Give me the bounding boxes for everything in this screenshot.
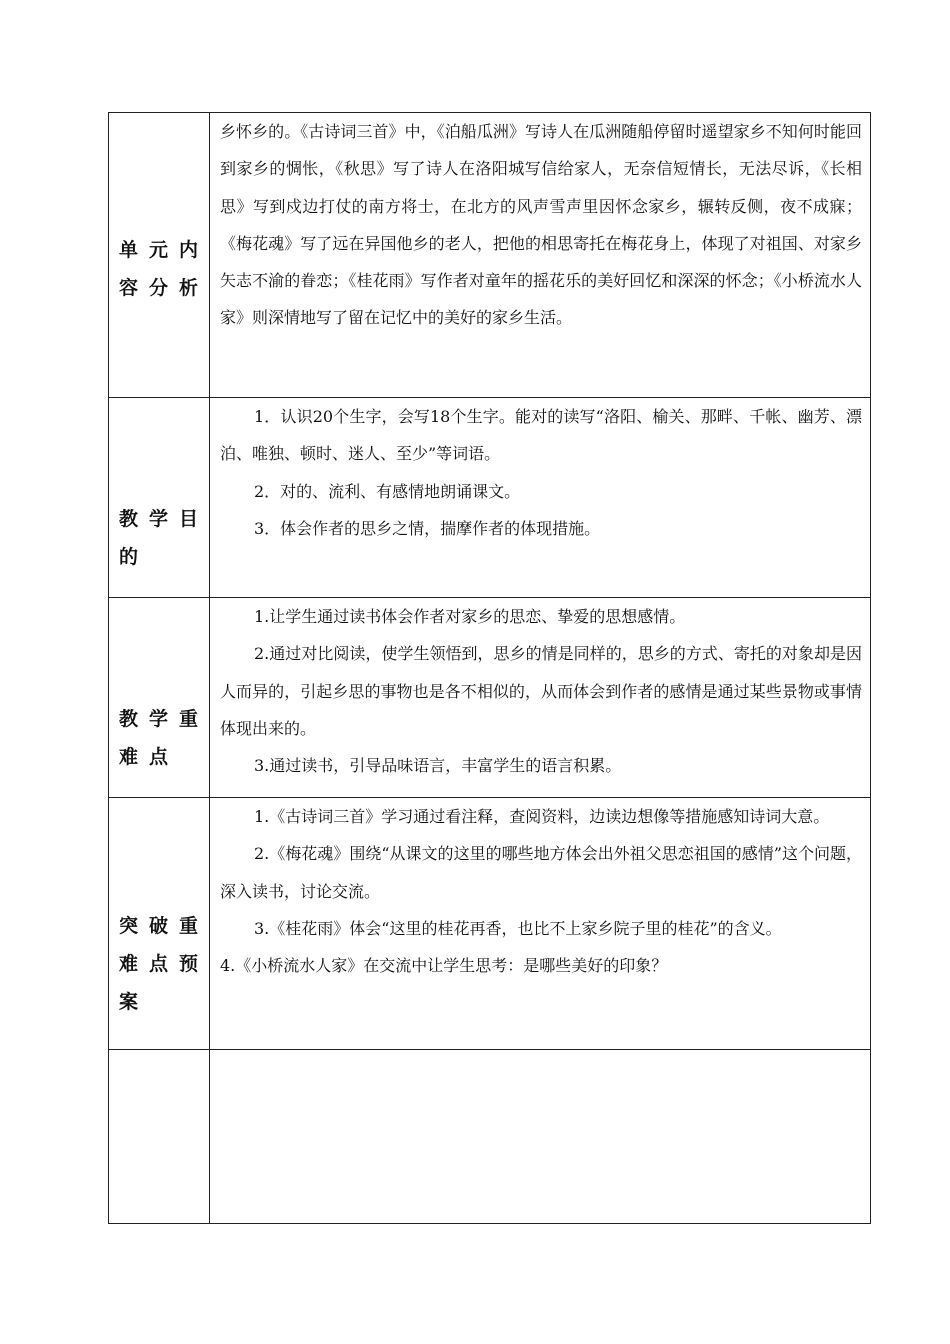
unit-analysis-paragraph: 乡怀乡的。《古诗词三首》中，《泊船瓜洲》写诗人在瓜洲随船停留时遥望家乡不知何时能回到家乡的惆怅，《秋思》写了诗人在洛阳城写信给家人，无奈信短情长，无法尽诉，《长相思》写到戍边打仗的南方将士，在北方的风声雪声里因怀念家乡，辗转反侧，夜不成寐；《梅花魂》写了远在异国他乡的老人，把他的相思寄托在梅花身上，体现了对祖国、对家乡矢志不渝的眷恋；《桂花雨》写作者对童年的摇花乐的美好回忆和深深的怀念；《小桥流水人家》则深情地写了留在记忆中的美好的家乡生活。 [220,122,862,328]
row-content-empty [210,1050,871,1224]
teaching-goal-1: 1．认识20个生字，会写18个生字。能对的读写“洛阳、榆关、那畔、千帐、幽芳、漂泊、唯独、顿时、迷人、至少”等词语。 [220,407,862,464]
breakthrough-step-3: 3.《桂花雨》体会“这里的桂花再香，也比不上家乡院子里的桂花”的含义。 [254,918,782,938]
row-label-unit-analysis: 单元内容分析 [109,113,210,398]
table-row-key-difficulties [109,598,871,798]
row-label-key-difficulties: 教学重难点 [109,598,210,798]
row-label-empty [109,1050,210,1224]
breakthrough-step-1: 1.《古诗词三首》学习通过看注释，查阅资料，边读边想像等措施感知诗词大意。 [254,807,830,826]
table-row-teaching-goals [109,398,871,598]
lesson-plan-table [108,112,871,1224]
table-row-breakthrough-plan [109,798,871,1050]
key-difficulty-2: 2.通过对比阅读，使学生领悟到，思乡的情是同样的，思乡的方式、寄托的对象却是因人而异的，引起乡思的事物也是各不相似的，从而体会到作者的感情是通过某些景物或事情体现出来的。 [220,644,862,738]
row-label-breakthrough-plan: 突破重难点预案 [109,798,210,1050]
row-content-breakthrough-plan [210,798,871,1050]
table-row-empty [109,1050,871,1224]
breakthrough-step-4: 4.《小桥流水人家》在交流中让学生思考：是哪些美好的印象？ [220,956,668,976]
row-content-teaching-goals [210,398,871,598]
key-difficulty-3: 3.通过读书，引导品味语言，丰富学生的语言积累。 [254,756,622,776]
row-content-unit-analysis [210,113,871,398]
row-content-key-difficulties [210,598,871,798]
teaching-goal-3: 3．体会作者的思乡之情，揣摩作者的体现措施。 [254,518,601,538]
table-row-unit-analysis [109,113,871,398]
row-label-teaching-goals: 教学目的 [109,398,210,598]
breakthrough-step-2: 2.《梅花魂》围绕“从课文的这里的哪些地方体会出外祖父思恋祖国的感情”这个问题，深入读书，讨论交流。 [220,844,862,901]
teaching-goal-2: 2．对的、流利、有感情地朗诵课文。 [254,481,521,501]
key-difficulty-1: 1.让学生通过读书体会作者对家乡的思恋、挚爱的思想感情。 [254,607,686,626]
